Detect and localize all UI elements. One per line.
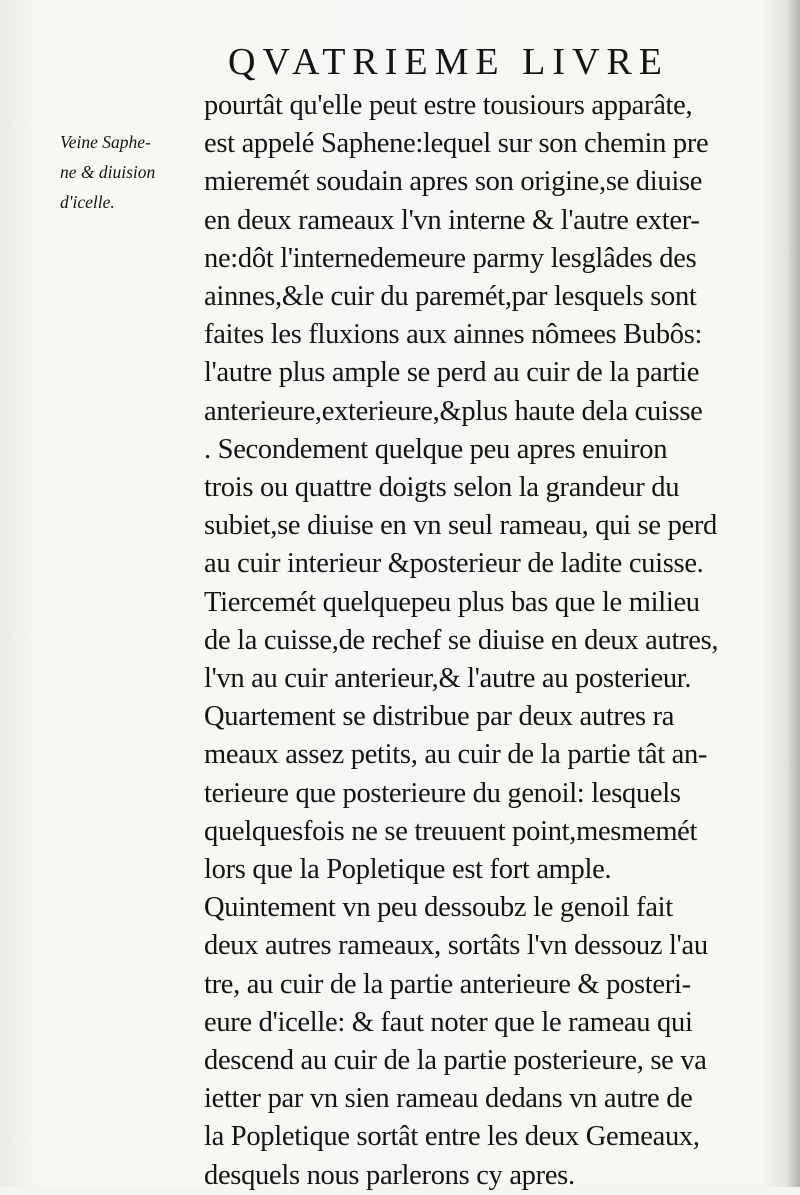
text-line: la Popletique sortât entre les deux Gemeaux, <box>204 1121 700 1153</box>
text-line: quelquesfois ne se treuuent point,mesmemét <box>204 815 698 847</box>
text-line: eure d'icelle: & faut noter que le rameau qui <box>204 1006 693 1038</box>
text-line: au cuir interieur &posterieur de ladite cuisse. <box>204 548 704 580</box>
running-head: QVATRIEME LIVRE <box>228 41 670 83</box>
text-line: ne:dôt l'internedemeure parmy lesglâdes des <box>204 242 697 274</box>
text-line: l'autre plus ample se perd au cuir de la partie <box>204 357 700 389</box>
body-text <box>204 87 774 1195</box>
text-line: Quartement se distribue par deux autres ra <box>204 701 675 733</box>
text-line: mieremét soudain apres son origine,se diuise <box>204 166 703 198</box>
text-line: subiet,se diuise en vn seul rameau, qui se perd <box>204 510 718 542</box>
text-line: est appelé Saphene:lequel sur son chemin pre <box>204 128 709 160</box>
margin-note-line: ne & diuision <box>60 162 156 182</box>
text-line: faites les fluxions aux ainnes nômees Bubôs: <box>204 319 703 351</box>
text-line: l'vn au cuir anterieur,& l'autre au posterieur. <box>204 663 692 695</box>
text-line: . Secondement quelque peu apres enuiron <box>204 433 668 465</box>
text-line: en deux rameaux l'vn interne & l'autre exter- <box>204 204 700 236</box>
text-line: deux autres rameaux, sortâts l'vn dessouz l'au <box>204 930 708 962</box>
margin-note <box>60 127 210 217</box>
text-line: ainnes,&le cuir du paremét,par lesquels sont <box>204 281 697 313</box>
margin-note-line: Veine Saphe- <box>60 132 151 152</box>
text-line: Quintement vn peu dessoubz le genoil fait <box>204 892 673 924</box>
text-line: meaux assez petits, au cuir de la partie tât an- <box>204 739 708 771</box>
text-line: descend au cuir de la partie posterieure, se va <box>204 1045 707 1077</box>
text-line: tre, au cuir de la partie anterieure & posteri- <box>204 968 691 1000</box>
page-edge-shadow <box>786 0 800 1187</box>
margin-note-line: d'icelle. <box>60 192 115 212</box>
text-line: pourtât qu'elle peut estre tousiours apparâte, <box>204 90 693 121</box>
text-line: terieure que posterieure du genoil: lesquels <box>204 777 681 809</box>
text-line: ietter par vn sien rameau dedans vn autre de <box>204 1083 693 1115</box>
text-line: lors que la Popletique est fort ample. <box>204 854 612 886</box>
text-line: trois ou quattre doigts selon la grandeur du <box>204 472 680 504</box>
text-line: anterieure,exterieure,&plus haute dela cuisse <box>204 395 703 427</box>
text-line: de la cuisse,de rechef se diuise en deux autres, <box>204 624 719 656</box>
text-line: Tiercemét quelquepeu plus bas que le milieu <box>204 586 700 618</box>
text-line: desquels nous parlerons cy apres. <box>204 1159 575 1191</box>
